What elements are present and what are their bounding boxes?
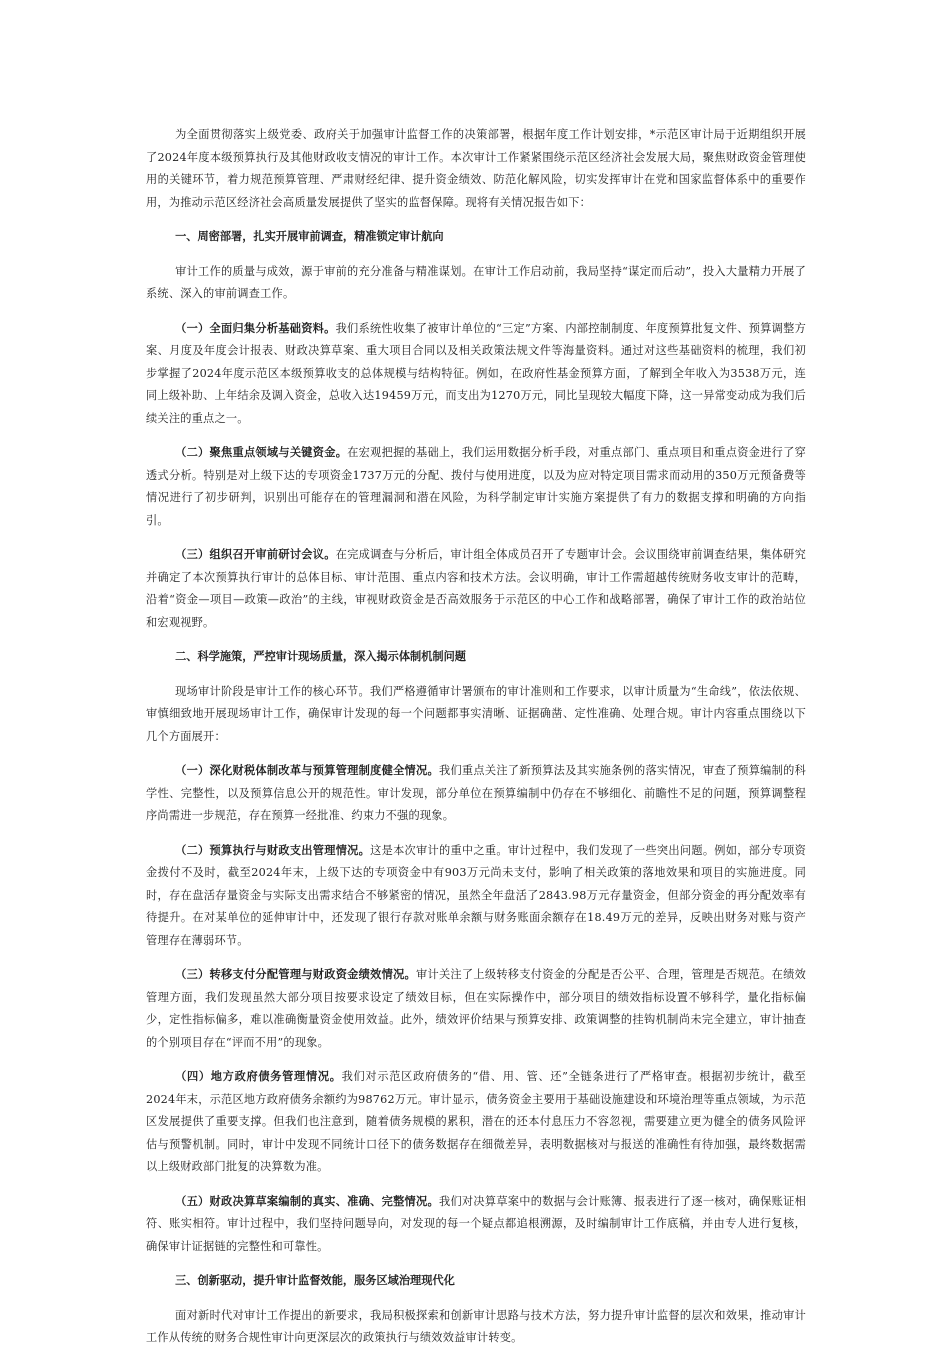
section2-item-2 — [146, 840, 806, 953]
section1-item-3 — [146, 544, 806, 634]
section2-item-1-body: 我们重点关注了新预算法及其实施条例的落实情况，审查了预算编制的科学性、完整性，以及预算信息公开的规范性。审计发现，部分单位在预算编制中仍存在不够细化、前瞻性不足的问题，预算调整程序尚需进一步规范，存在预算一经批准、约束力不强的现象。 — [146, 764, 807, 822]
section2-item-5 — [146, 1191, 806, 1259]
section1-item-2-title: （二）聚焦重点领域与关键资金。 — [175, 446, 348, 459]
section1-item-1 — [146, 318, 806, 431]
section2-item-4-title: （四）地方政府债务管理情况。 — [175, 1070, 342, 1083]
document-page — [146, 124, 806, 1350]
section1-item-3-title: （三）组织召开审前研讨会议。 — [175, 548, 336, 561]
section1-heading: 一、周密部署，扎实开展审前调查，精准锁定审计航向 — [175, 230, 444, 243]
section2-lead: 现场审计阶段是审计工作的核心环节。我们严格遵循审计署颁布的审计准则和工作要求，以审计质量为“生命线”，依法依规、审慎细致地开展现场审计工作，确保审计发现的每一个问题都事实清晰、证据确凿、定性准确、处理合规。审计内容重点围绕以下几个方面展开： — [146, 684, 806, 743]
section2-item-5-title: （五）财政决算草案编制的真实、准确、完整情况。 — [175, 1194, 439, 1208]
section2-heading: 二、科学施策，严控审计现场质量，深入揭示体制机制问题 — [175, 650, 466, 663]
section2-item-3-title: （三）转移支付分配管理与财政资金绩效情况。 — [175, 968, 417, 981]
section1-item-2 — [146, 442, 806, 532]
section1-item-3-body: 在完成调查与分析后，审计组全体成员召开了专题审计会。会议围绕审前调查结果，集体研究并确定了本次预算执行审计的总体目标、审计范围、重点内容和技术方法。会议明确，审计工作需超越传统财务收支审计的范畴，沿着“资金—项目—政策—政治”的主线，审视财政资金是否高效服务于示范区的中心工作和战略部署，确保了审计工作的政治站位和宏观视野。 — [146, 548, 807, 629]
section1-lead: 审计工作的质量与成效，源于审前的充分准备与精准谋划。在审计工作启动前，我局坚持“谋定而后动”，投入大量精力开展了系统、深入的审前调查工作。 — [146, 264, 806, 300]
section2-item-1-title: （一）深化财税体制改革与预算管理制度健全情况。 — [175, 764, 439, 777]
section2-item-1 — [146, 760, 806, 828]
section1-item-1-title: （一）全面归集分析基础资料。 — [175, 321, 336, 335]
section2-item-2-title: （二）预算执行与财政支出管理情况。 — [175, 843, 371, 857]
intro-paragraph: 为全面贯彻落实上级党委、政府关于加强审计监督工作的决策部署，根据年度工作计划安排，*示范区审计局于近期组织开展了2024年度本级预算执行及其他财政收支情况的审计工作。本次审计工作紧紧围绕示范区经济社会发展大局，聚焦财政资金管理使用的关键环节，着力规范预算管理、严肃财经纪律、提升资金绩效、防范化解风险，切实发挥审计在党和国家监督体系中的重要作用，为推动示范区经济社会高质量发展提供了坚实的监督保障。现将有关情况报告如下： — [146, 128, 806, 209]
section2-item-3-body: 审计关注了上级转移支付资金的分配是否公平、合理，管理是否规范。在绩效管理方面，我们发现虽然大部分项目按要求设定了绩效目标，但在实际操作中，部分项目的绩效指标设置不够科学，量化指标偏少，定性指标偏多，难以准确衡量资金使用效益。此外，绩效评价结果与预算安排、政策调整的挂钩机制尚未完全建立，审计抽查的个别项目存在“评而不用”的现象。 — [146, 968, 806, 1049]
section2-item-4 — [146, 1066, 806, 1179]
section3-heading: 三、创新驱动，提升审计监督效能，服务区域治理现代化 — [175, 1274, 455, 1287]
section3-lead: 面对新时代对审计工作提出的新要求，我局积极探索和创新审计思路与技术方法，努力提升审计监督的层次和效果，推动审计工作从传统的财务合规性审计向更深层次的政策执行与绩效效益审计转变。 — [146, 1308, 806, 1344]
section1-item-1-body: 我们系统性收集了被审计单位的“三定”方案、内部控制制度、年度预算批复文件、预算调整方案、月度及年度会计报表、财政决算草案、重大项目合同以及相关政策法规文件等海量资料。通过对这些基础资料的梳理，我们初步掌握了2024年度示范区本级预算收支的总体规模与结构特征。例如，在政府性基金预算方面，了解到全年收入为3538万元，连同上级补助、上年结余及调入资金，总收入达19459万元，而支出为1270万元，同比呈现较大幅度下降，这一异常变动成为我们后续关注的重点之一。 — [146, 321, 806, 425]
section2-item-5-body: 我们对决算草案中的数据与会计账簿、报表进行了逐一核对，确保账证相符、账实相符。审计过程中，我们坚持问题导向，对发现的每一个疑点都追根溯源，及时编制审计工作底稿，并由专人进行复核，确保审计证据链的完整性和可靠性。 — [146, 1194, 807, 1253]
section2-item-4-body: 我们对示范区政府债务的“借、用、管、还”全链条进行了严格审查。根据初步统计，截至2024年末，示范区地方政府债务余额约为98762万元。审计显示，债务资金主要用于基础设施建设和环境治理等重点领域，为示范区发展提供了重要支撑。但我们也注意到，随着债务规模的累积，潜在的还本付息压力不容忽视，需要建立更为健全的债务风险评估与预警机制。同时，审计中发现不同统计口径下的债务数据存在细微差异，表明数据核对与报送的准确性有待加强，最终数据需以上级财政部门批复的决算数为准。 — [146, 1070, 806, 1173]
section2-item-3 — [146, 964, 806, 1054]
section1-item-2-body: 在宏观把握的基础上，我们运用数据分析手段，对重点部门、重点项目和重点资金进行了穿透式分析。特别是对上级下达的专项资金1737万元的分配、拨付与使用进度，以及为应对特定项目需求而动用的350万元预备费等情况进行了初步研判，识别出可能存在的管理漏洞和潜在风险，为科学制定审计实施方案提供了有力的数据支撑和明确的方向指引。 — [146, 446, 806, 527]
section2-item-2-body: 这是本次审计的重中之重。审计过程中，我们发现了一些突出问题。例如，部分专项资金拨付不及时，截至2024年末，上级下达的专项资金中有903万元尚未支付，影响了相关政策的落地效果和项目的实施进度。同时，存在盘活存量资金与实际支出需求结合不够紧密的情况，虽然全年盘活了2843.98万元存量资金，但部分资金的再分配效率有待提升。在对某单位的延伸审计中，还发现了银行存款对账单余额与财务账面余额存在18.49万元的差异，反映出财务对账与资产管理存在薄弱环节。 — [146, 843, 807, 947]
